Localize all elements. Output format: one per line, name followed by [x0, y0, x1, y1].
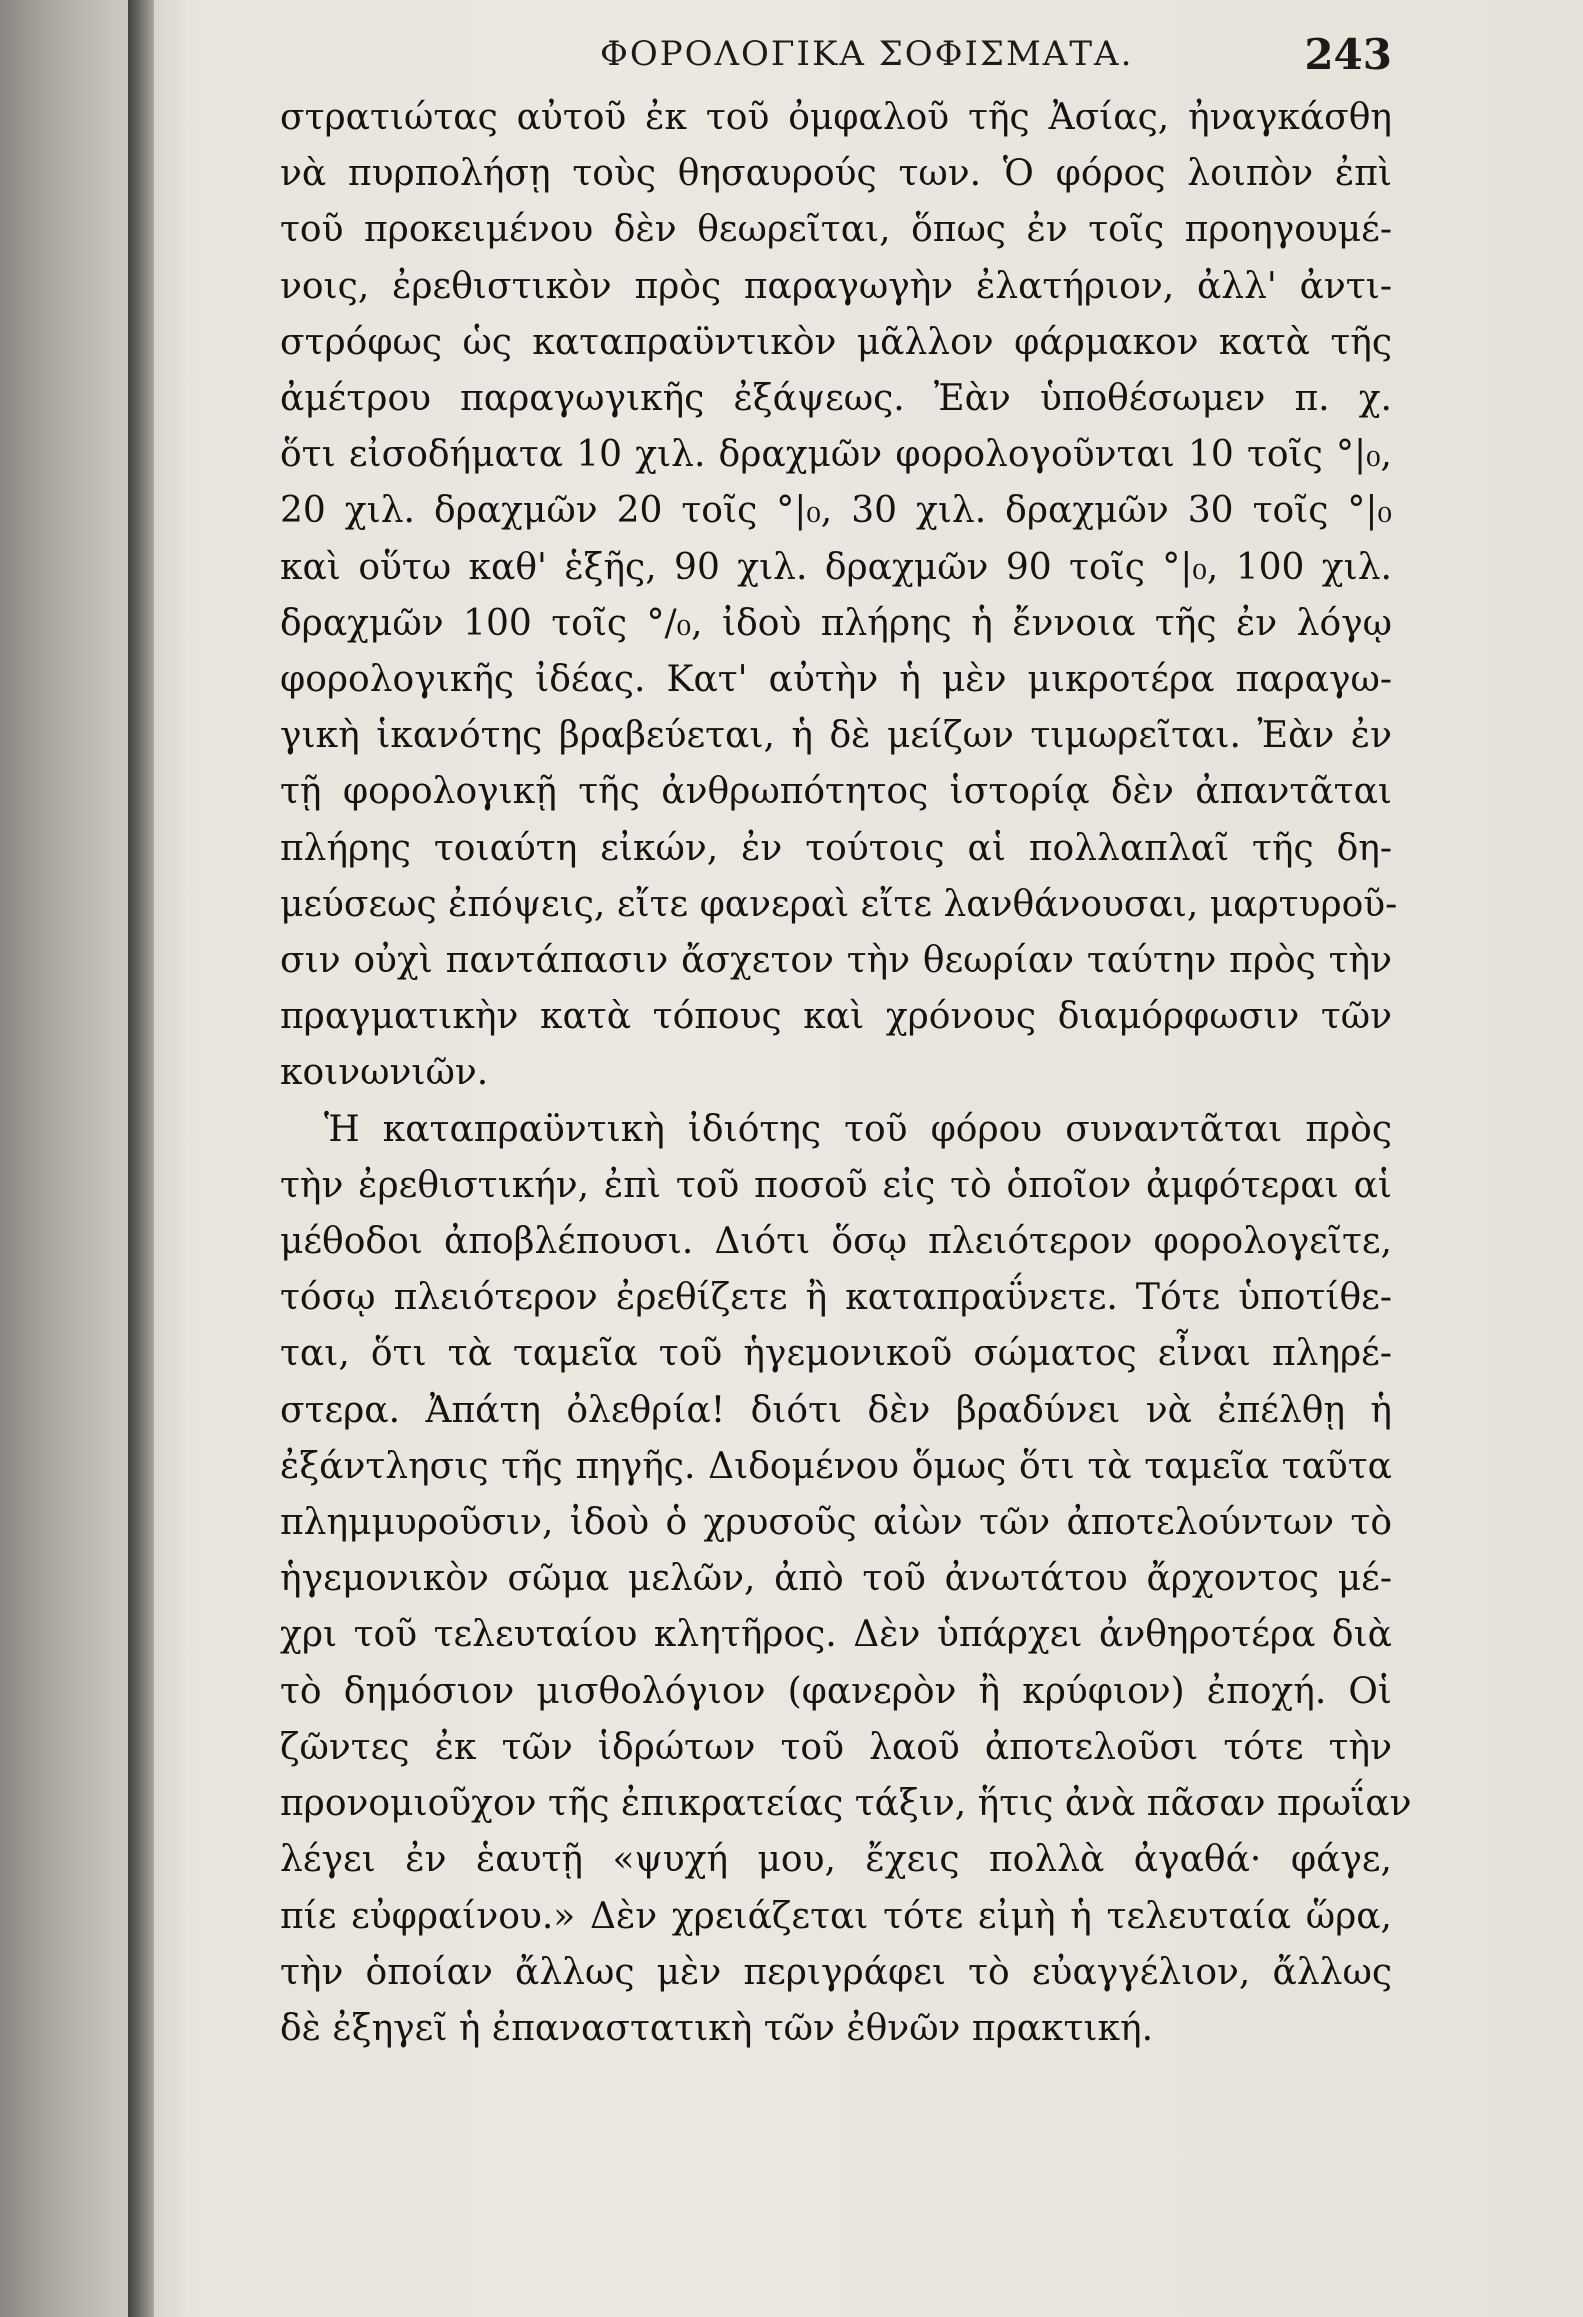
paragraph-start-line: Ἡ καταπραϋντικὴ ἰδιότης τοῦ φόρου συναντᾶται πρὸς	[324, 1108, 1392, 1150]
text-line: νοις, ἐρεθιστικὸν πρὸς παραγωγὴν ἐλατήριον, ἀλλ' ἀντι-	[280, 265, 1392, 307]
text-line: πλήρης τοιαύτη εἰκών, ἐν τούτοις αἱ πολλαπλαῖ τῆς δη-	[280, 827, 1392, 869]
text-line: τὴν ὁποίαν ἄλλως μὲν περιγράφει τὸ εὐαγγέλιον, ἄλλως	[280, 1951, 1392, 1993]
text-line: τόσῳ πλειότερον ἐρεθίζετε ἢ καταπραΰνετε. Τότε ὑποτίθε-	[280, 1277, 1392, 1319]
binding-shadow	[0, 0, 190, 2317]
text-line: καὶ οὕτω καθ' ἑξῆς, 90 χιλ. δραχμῶν 90 τοῖς °|₀, 100 χιλ.	[280, 546, 1392, 588]
text-line: μεύσεως ἐπόψεις, εἴτε φανεραὶ εἴτε λανθάνουσαι, μαρτυροῦ-	[280, 883, 1398, 925]
text-line: τοῦ προκειμένου δὲν θεωρεῖται, ὅπως ἐν τοῖς προηγουμέ-	[280, 209, 1392, 251]
text-line: νὰ πυρπολήσῃ τοὺς θησαυρούς των. Ὁ φόρος λοιπὸν ἐπὶ	[280, 153, 1392, 195]
text-line: στρατιώτας αὐτοῦ ἐκ τοῦ ὀμφαλοῦ τῆς Ἀσίας, ἠναγκάσθη	[280, 97, 1392, 138]
text-line: χρι τοῦ τελευταίου κλητῆρος. Δὲν ὑπάρχει ἀνθηροτέρα διὰ	[280, 1614, 1392, 1656]
text-line: πλημμυροῦσιν, ἰδοὺ ὁ χρυσοῦς αἰὼν τῶν ἀποτελούντων τὸ	[280, 1502, 1392, 1544]
text-line: στρόφως ὡς καταπραϋντικὸν μᾶλλον φάρμακον κατὰ τῆς	[280, 321, 1392, 363]
text-line: ται, ὅτι τὰ ταμεῖα τοῦ ἡγεμονικοῦ σώματος εἶναι πληρέ-	[280, 1333, 1392, 1375]
text-body	[280, 90, 1410, 2057]
text-line: 20 χιλ. δραχμῶν 20 τοῖς °|₀, 30 χιλ. δραχμῶν 30 τοῖς °|₀	[280, 490, 1392, 532]
text-line: ζῶντες ἐκ τῶν ἱδρώτων τοῦ λαοῦ ἀποτελοῦσι τότε τὴν	[280, 1726, 1392, 1768]
text-line: πραγματικὴν κατὰ τόπους καὶ χρόνους διαμόρφωσιν τῶν	[280, 996, 1392, 1038]
text-line: στερα. Ἀπάτη ὀλεθρία! διότι δὲν βραδύνει νὰ ἐπέλθῃ ἡ	[280, 1389, 1392, 1431]
paragraph-end-line: δὲ ἐξηγεῖ ἡ ἐπαναστατικὴ τῶν ἐθνῶν πρακτική.	[280, 2007, 1154, 2049]
text-line: ἐξάντλησις τῆς πηγῆς. Διδομένου ὅμως ὅτι τὰ ταμεῖα ταῦτα	[280, 1445, 1392, 1487]
text-line: τὸ δημόσιον μισθολόγιον (φανερὸν ἢ κρύφιον) ἐποχή. Οἱ	[280, 1670, 1392, 1712]
page-number: 243	[1304, 30, 1392, 79]
text-line: προνομιοῦχον τῆς ἐπικρατείας τάξιν, ἥτις ἀνὰ πᾶσαν πρωΐαν	[280, 1783, 1412, 1825]
text-line: φορολογικῆς ἰδέας. Κατ' αὐτὴν ἡ μὲν μικροτέρα παραγω-	[280, 659, 1392, 701]
text-line: δραχμῶν 100 τοῖς °/₀, ἰδοὺ πλήρης ἡ ἔννοια τῆς ἐν λόγῳ	[280, 602, 1392, 644]
text-line: γικὴ ἱκανότης βραβεύεται, ἡ δὲ μείζων τιμωρεῖται. Ἐὰν ἐν	[280, 715, 1392, 757]
running-title: ΦΟΡΟΛΟΓΙΚΑ ΣΟΦΙΣΜΑΤΑ.	[600, 34, 1134, 74]
text-line: ἡγεμονικὸν σῶμα μελῶν, ἀπὸ τοῦ ἀνωτάτου ἄρχοντος μέ-	[280, 1558, 1392, 1600]
running-head	[280, 20, 1410, 84]
text-line: ἀμέτρου παραγωγικῆς ἐξάψεως. Ἐὰν ὑποθέσωμεν π. χ.	[280, 378, 1392, 420]
text-line: σιν οὐχὶ παντάπασιν ἄσχετον τὴν θεωρίαν ταύτην πρὸς τὴν	[280, 940, 1392, 982]
book-gutter	[128, 0, 154, 2317]
text-line: ὅτι εἰσοδήματα 10 χιλ. δραχμῶν φορολογοῦνται 10 τοῖς °|₀,	[280, 434, 1392, 476]
text-line: πίε εὐφραίνου.» Δὲν χρειάζεται τότε εἰμὴ ἡ τελευταία ὥρα,	[280, 1895, 1392, 1937]
text-line: λέγει ἐν ἑαυτῇ «ψυχή μου, ἔχεις πολλὰ ἀγαθά· φάγε,	[280, 1839, 1392, 1881]
text-line: μέθοδοι ἀποβλέπουσι. Διότι ὅσῳ πλειότερον φορολογεῖτε,	[280, 1221, 1392, 1263]
book-page	[280, 20, 1410, 2300]
paragraph-end-line: κοινωνιῶν.	[280, 1052, 489, 1094]
text-line: τῇ φορολογικῇ τῆς ἀνθρωπότητος ἱστορίᾳ δὲν ἀπαντᾶται	[280, 771, 1392, 813]
text-line: τὴν ἐρεθιστικήν, ἐπὶ τοῦ ποσοῦ εἰς τὸ ὁποῖον ἀμφότεραι αἱ	[280, 1164, 1392, 1206]
